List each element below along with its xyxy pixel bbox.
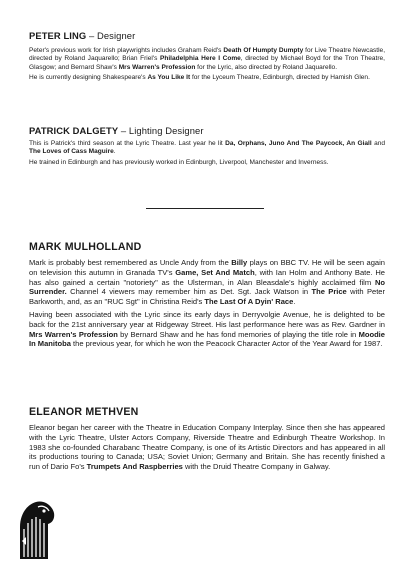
heading-peter-ling [29,30,385,42]
heading-eleanor-methven: ELEANOR METHVEN [29,406,139,418]
bio-text: plays on BBC TV. He will be seen again on television this autumn in Granada TV's [29,258,386,277]
bio-paragraph [29,310,385,349]
title-emphasis: No Surrender. [29,277,385,297]
bio-text: and [371,140,386,147]
bio-text: . [293,297,296,307]
bio-text: This is Patrick's third season at the Lyric Theatre. Last year he lit [29,140,226,147]
title-emphasis: The Loves of Cass Maguire [29,148,114,156]
title-emphasis: Death Of Humpty Dumpty [223,47,304,54]
heading-patrick-dalgety [29,125,385,137]
section-divider [146,208,264,209]
bio-paragraph [29,140,385,157]
title-emphasis: Mrs Warren's Profession [118,63,196,71]
bio-text: , with Ian Holm and Anthony Bate. He has also gained a certain "notoriety" as the Ulsterman, in Alan Bleasdale's highly acclaimed film [29,267,385,287]
title-emphasis: Game, Set And Match [175,267,255,277]
bio-text: the previous year, for which he won the Peacock Character Actor of the Year Award for 1987. [70,339,383,349]
bio-text: He is currently designing Shakespeare's [29,73,148,81]
bio-text: with Peter Barkworth, and, as an "RUC Sgt" in Christina Reid's [29,287,386,307]
person-name: PETER LING [29,30,87,41]
title-emphasis: Mrs Warren's Profession [29,329,118,339]
bio-text: . [113,148,116,156]
title-emphasis: Trumpets And Raspberries [86,462,183,472]
bio-text: He trained in Edinburgh and has previously worked in Edinburgh, Liverpool, Manchester and Inverness. [29,158,329,166]
title-emphasis: Billy [231,258,248,267]
section-patrick-dalgety [29,125,385,169]
bio-text: Eleanor began her career with the Theatre in Education Company Interplay. Since then she has appeared with the Lyric Theatre, Ulster Actors Company, Riverside Theatre and Edinburgh Theatre Workshop. In 1983 she co-founded Charabanc Theatre Company, is one of its Artistic Directors and has appeared in all its productions touring to Canada; USA; Soviet Union; Germany and Britain. She has recently finished a run of Dario Fo's [29,423,385,472]
bio-text: by Bernard Shaw and he has fond memories of playing the title role in [117,329,359,339]
bio-paragraph [29,74,385,82]
person-role: – Designer [86,30,136,41]
heading-mark-mulholland: MARK MULHOLLAND [29,241,142,253]
bio-paragraph [29,258,385,307]
section-eleanor-methven [29,406,385,475]
title-emphasis: Da, Orphans, Juno And The Paycock, An Giall [225,140,372,147]
bio-text: Mark is probably best remembered as Uncle Andy from the [29,258,232,267]
bio-paragraph [29,47,385,72]
harp-figure-logo-icon [14,497,58,561]
title-emphasis: The Last Of A Dyin' Race [204,297,294,307]
bio-text: , directed by Michael Boyd for the Tron Theatre, Glasgow; and Bernard Shaw's [29,55,385,71]
title-emphasis: As You Like It [147,73,191,81]
title-emphasis: Moodie In Manitoba [29,329,385,349]
bio-paragraph [29,423,385,472]
title-emphasis: Philadelphia Here I Come [159,55,241,63]
title-emphasis: The Price [311,287,347,297]
bio-text: Peter's previous work for Irish playwrights includes Graham Reid's [29,47,224,54]
bio-text: with the Druid Theatre Company in Galway. [182,462,331,472]
bio-text: for Live Theatre Newcastle, directed by Roland Jaquarello; Brian Friel's [29,47,386,63]
bio-text: Channel 4 viewers may remember him as Det. Sgt. Jack Watson in [66,287,312,297]
bio-text: for the Lyceum Theatre, Edinburgh, directed by Hamish Glen. [190,73,370,81]
bio-text: Having been associated with the Lyric since its early days in Derryvolgie Avenue, he is delighted to be back for the 21st anniversary year at Ridgeway Street. His last performance here was as Rev. Gardner in [29,309,385,329]
section-peter-ling [29,30,385,84]
person-role: – Lighting Designer [118,125,204,136]
bio-paragraph [29,159,385,167]
person-name: PATRICK DALGETY [29,125,119,136]
bio-text: for the Lyric, also directed by Roland Jaquarello. [195,63,338,71]
section-mark-mulholland [29,241,385,352]
